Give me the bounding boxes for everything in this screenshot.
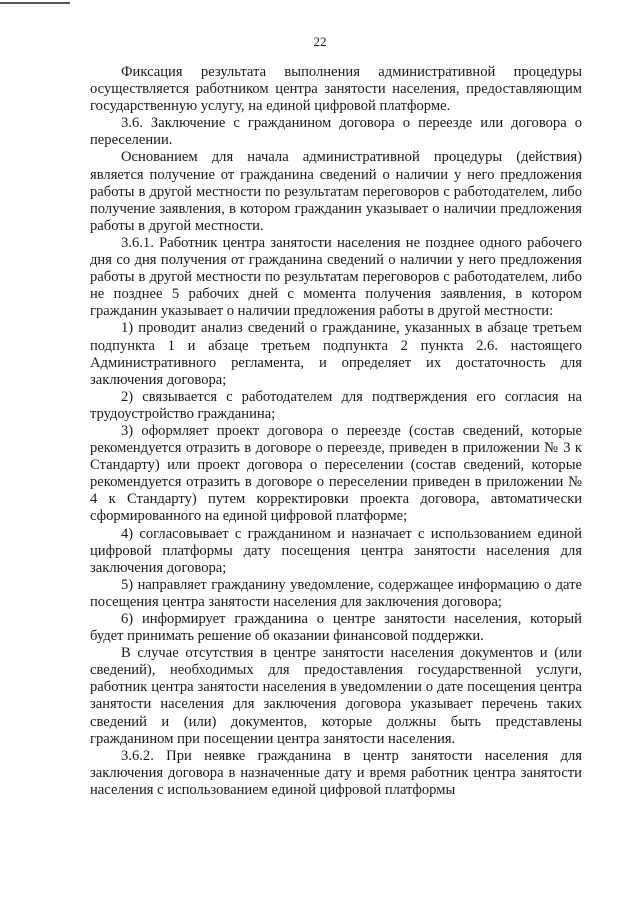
page-number: 22 bbox=[313, 34, 327, 49]
paragraph-7: 3) оформляет проект договора о переезде (состав сведений, которые рекомендуется отразить в договоре о переезде, приведен в приложении № 3 к Стандарту) или проект договора о переселении (состав сведений, которые рекомендуется отразить в договоре о переселении приведен в приложении № 4 к Стандарту) путем корректировки проекта договора, автоматически сформированного на единой цифровой платформе; bbox=[90, 422, 582, 525]
paragraph-4: 3.6.1. Работник центра занятости населения не позднее одного рабочего дня со дня получения от гражданина сведений о наличии у него предложения работы в другой местности по результатам переговоров с работодателем, либо не позднее 5 рабочих дней с момента получения заявления, в котором гражданин указывает о наличии предложения работы в другой местности: bbox=[90, 234, 582, 320]
header-rule bbox=[0, 2, 70, 4]
paragraph-10: 6) информирует гражданина о центре занятости населения, который будет принимать решение об оказании финансовой поддержки. bbox=[90, 611, 582, 645]
paragraph-5: 1) проводит анализ сведений о гражданине, указанных в абзаце третьем подпункта 1 и абзаце третьем подпункта 2 пункта 2.6. настоящего Административного регламента, и определяет их достаточность для заключения договора; bbox=[90, 320, 582, 388]
paragraph-8: 4) согласовывает с гражданином и назначает с использованием единой цифровой платформы дату посещения центра занятости населения для заключения договора; bbox=[90, 525, 582, 576]
paragraph-9: 5) направляет гражданину уведомление, содержащее информацию о дате посещения центра занятости населения для заключения договора; bbox=[90, 576, 582, 610]
paragraph-11: В случае отсутствия в центре занятости населения документов и (или сведений), необходимых для предоставления государственной услуги, работник центра занятости населения в уведомлении о дате посещения центра занятости населения для заключения договора указывает перечень таких сведений и (или) документов, которые должны быть представлены гражданином при посещении центра занятости населения. bbox=[90, 645, 582, 747]
paragraph-1: Фиксация результата выполнения административной процедуры осуществляется работником центра занятости населения, предоставляющим государственную услугу, на единой цифровой платформе. bbox=[90, 64, 582, 115]
paragraph-2: 3.6. Заключение с гражданином договора о переезде или договора о переселении. bbox=[90, 115, 582, 149]
document-body bbox=[90, 64, 582, 799]
paragraph-3: Основанием для начала административной процедуры (действия) является получение от гражданина сведений о наличии у него предложения работы в другой местности по результатам переговоров с работодателем, либо получение заявления, в котором гражданин указывает о наличии предложения работы в другой местности. bbox=[90, 149, 582, 234]
paragraph-6: 2) связывается с работодателем для подтверждения его согласия на трудоустройство гражданина; bbox=[90, 388, 582, 422]
paragraph-12: 3.6.2. При неявке гражданина в центр занятости населения для заключения договора в назначенные дату и время работник центра занятости населения с использованием единой цифровой платформы bbox=[90, 747, 582, 798]
